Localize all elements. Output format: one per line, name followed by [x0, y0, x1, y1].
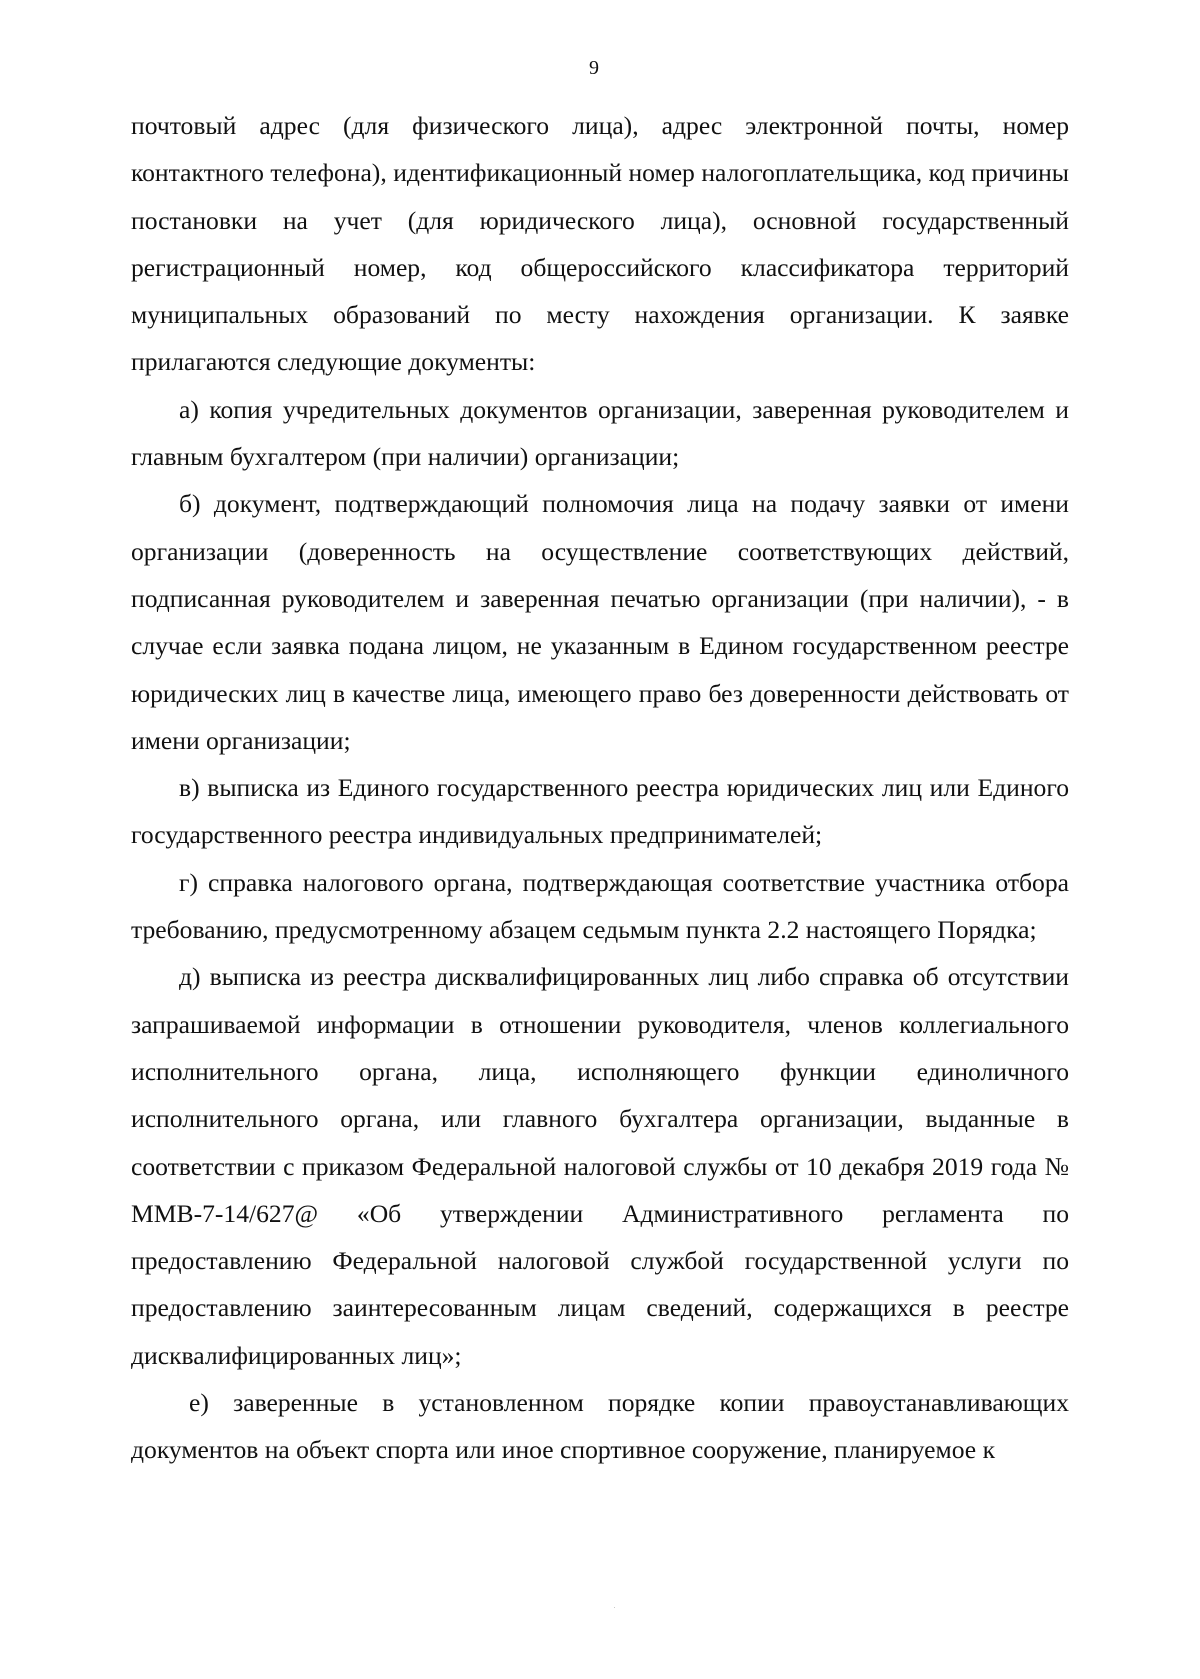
document-body [131, 102, 1069, 1474]
list-item-v: в) выписка из Единого государственного реестра юридических лиц или Единого государственного реестра индивидуальных предпринимателей; [131, 773, 1069, 850]
list-item-a: а) копия учредительных документов организации, заверенная руководителем и главным бухгалтером (при наличии) организации; [131, 394, 1069, 472]
list-item-g: г) справка налогового органа, подтверждающая соответствие участника отбора требованию, предусмотренному абзацем седьмым пункта 2.2 настоящего Порядка; [131, 867, 1069, 945]
list-item-d: д) выписка из реестра дисквалифицированных лиц либо справка об отсутствии запрашиваемой информации в отношении руководителя, членов коллегиального исполнительного органа, лица, исполняющего функции единоличного исполнительного органа, или главного бухгалтера организации, выданные в соответствии с приказом Федеральной налоговой службы от 10 декабря 2019 года № ММВ-7-14/627@ «Об утверждении Административного регламента по предоставлению Федеральной налоговой службой государственной услуги по предоставлению заинтересованным лицам сведений, содержащихся в реестре дисквалифицированных лиц»; [131, 962, 1069, 1370]
page-number: 9 [589, 57, 599, 79]
list-item-b: б) документ, подтверждающий полномочия лица на подачу заявки от имени организации (доверенность на осуществление соответствующих действий, подписанная руководителем и заверенная печатью организации (при наличии), - в случае если заявка подана лицом, не указанным в Едином государственном реестре юридических лиц в качестве лица, имеющего право без доверенности действовать от имени организации; [131, 489, 1069, 755]
scan-speck [614, 1607, 615, 1608]
list-item-e: е) заверенные в установленном порядке копии правоустанавливающих документов на объект спорта или иное спортивное сооружение, планируемое к [131, 1388, 1069, 1465]
paragraph-continuation: почтовый адрес (для физического лица), адрес электронной почты, номер контактного телефона), идентификационный номер налогоплательщика, код причины постановки на учет (для юридического лица), основной государственный регистрационный номер, код общероссийского классификатора территорий муниципальных образований по месту нахождения организации. К заявке прилагаются следующие документы: [131, 111, 1069, 377]
